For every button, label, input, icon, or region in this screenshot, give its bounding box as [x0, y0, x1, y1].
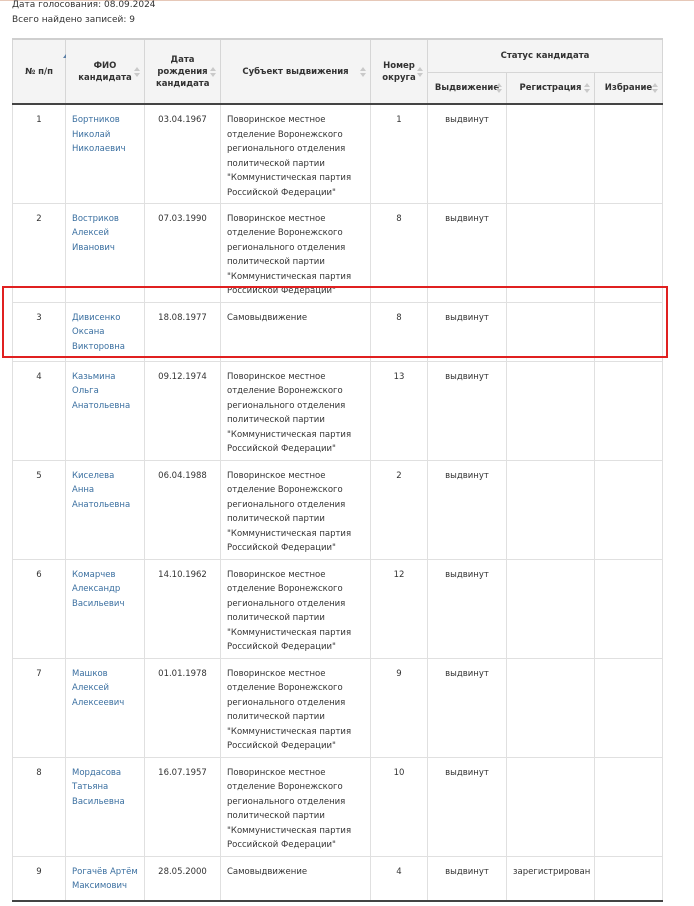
- cell-izbranie: [595, 361, 663, 460]
- cell-fio: [66, 203, 145, 302]
- nominating-subject-line: Поворинское местное: [227, 470, 326, 481]
- district-number: 8: [396, 312, 402, 323]
- nomination-status: выдвинут: [445, 371, 489, 382]
- nominating-subject-line: Поворинское местное: [227, 115, 326, 125]
- candidate-name-part: Максимович: [72, 881, 128, 891]
- nomination-status: выдвинут: [445, 470, 489, 481]
- nominating-subject-line: политической партии: [227, 415, 325, 425]
- row-number: 2: [36, 213, 42, 224]
- cell-izbranie: [595, 757, 663, 856]
- cell-vydvizhenie: [428, 203, 507, 302]
- district-number: 1: [396, 115, 402, 125]
- cell-registratsiya: [507, 460, 595, 559]
- nominating-subject-line: отделение Воронежского: [227, 782, 343, 792]
- district-number: 2: [396, 470, 402, 481]
- cell-vydvizhenie: [428, 361, 507, 460]
- sort-icon: [584, 83, 590, 93]
- birth-date: 09.12.1974: [158, 371, 207, 382]
- cell-registratsiya: [507, 856, 595, 901]
- candidate-name-part: Бортников: [72, 115, 120, 125]
- nominating-subject-line: регионального отделения: [227, 796, 346, 807]
- district-number: 12: [393, 569, 405, 580]
- nominating-subject-line: Российской Федерации": [227, 444, 336, 454]
- cell-subject: [221, 104, 371, 203]
- cell-subject: [221, 658, 371, 757]
- cell-registratsiya: [507, 757, 595, 856]
- nominating-subject-line: отделение Воронежского: [227, 485, 343, 495]
- candidate-name-part: Васильевич: [72, 598, 125, 609]
- nominating-subject-line: политической партии: [227, 811, 325, 821]
- sort-icon: [134, 67, 140, 77]
- col-header-okrug[interactable]: Номер округа: [371, 39, 428, 104]
- candidate-name-part: Оксана: [72, 327, 105, 337]
- nominating-subject-line: "Коммунистическая партия: [227, 528, 352, 539]
- table-row: [13, 302, 663, 361]
- cell-num: [13, 757, 66, 856]
- birth-date: 03.04.1967: [158, 115, 207, 125]
- cell-num: [13, 460, 66, 559]
- nominating-subject-line: Самовыдвижение: [227, 866, 308, 877]
- cell-registratsiya: [507, 104, 595, 203]
- cell-fio: [66, 757, 145, 856]
- cell-okrug: [371, 757, 428, 856]
- sort-icon: [360, 67, 366, 77]
- candidate-name-part: Анатольевна: [72, 400, 131, 411]
- candidate-name-part: Анна: [72, 485, 95, 495]
- cell-subject: [221, 302, 371, 361]
- col-header-izbranie[interactable]: Избрание: [595, 73, 663, 105]
- cell-dob: [145, 757, 221, 856]
- cell-registratsiya: [507, 203, 595, 302]
- records-count: [12, 15, 135, 25]
- voting-date-value: 08.09.2024: [104, 0, 156, 10]
- cell-okrug: [371, 658, 428, 757]
- nominating-subject-line: регионального отделения: [227, 499, 346, 510]
- sort-icon: [417, 67, 423, 77]
- cell-okrug: [371, 203, 428, 302]
- nominating-subject-line: Российской Федерации": [227, 543, 336, 553]
- cell-fio: [66, 361, 145, 460]
- candidate-name-part: Алексеевич: [72, 697, 125, 708]
- sort-icon: [496, 83, 502, 93]
- col-header-status: Статус кандидата: [428, 39, 663, 73]
- row-number: 4: [36, 371, 42, 382]
- cell-okrug: [371, 856, 428, 901]
- cell-izbranie: [595, 856, 663, 901]
- candidate-name-part: Рогачёв Артём: [72, 866, 138, 877]
- nominating-subject-line: Российской Федерации": [227, 741, 336, 751]
- cell-dob: [145, 658, 221, 757]
- nominating-subject-line: отделение Воронежского: [227, 386, 343, 396]
- birth-date: 16.07.1957: [158, 767, 207, 778]
- candidate-name-link[interactable]: [72, 370, 138, 414]
- candidate-name-part: Иванович: [72, 242, 115, 253]
- cell-izbranie: [595, 559, 663, 658]
- cell-num: [13, 203, 66, 302]
- cell-num: [13, 658, 66, 757]
- candidate-name-link[interactable]: [72, 212, 138, 256]
- nominating-subject-line: регионального отделения: [227, 242, 346, 253]
- district-number: 4: [396, 866, 402, 877]
- cell-subject: [221, 856, 371, 901]
- candidate-name-link[interactable]: [72, 568, 138, 612]
- row-number: 9: [36, 866, 42, 877]
- cell-dob: [145, 460, 221, 559]
- candidate-name-part: Васильевна: [72, 796, 125, 807]
- birth-date: 14.10.1962: [158, 569, 207, 580]
- candidate-name-part: Машков: [72, 668, 108, 679]
- nominating-subject-line: Поворинское местное: [227, 767, 326, 778]
- cell-vydvizhenie: [428, 658, 507, 757]
- voting-date: [12, 0, 156, 10]
- cell-okrug: [371, 361, 428, 460]
- nominating-subject-line: отделение Воронежского: [227, 228, 343, 238]
- birth-date: 07.03.1990: [158, 213, 207, 224]
- cell-izbranie: [595, 104, 663, 203]
- birth-date: 01.01.1978: [158, 668, 207, 679]
- nominating-subject-line: Российской Федерации": [227, 187, 336, 198]
- district-number: 8: [396, 213, 402, 224]
- candidate-name-part: Ольга: [72, 386, 99, 396]
- row-number: 8: [36, 767, 42, 778]
- candidate-name-link[interactable]: [72, 667, 138, 711]
- nominating-subject-line: регионального отделения: [227, 598, 346, 609]
- nomination-status: выдвинут: [445, 115, 489, 125]
- col-header-fio[interactable]: ФИО кандидата: [66, 39, 145, 104]
- cell-registratsiya: [507, 302, 595, 361]
- nominating-subject-line: Поворинское местное: [227, 668, 326, 679]
- candidate-name-link[interactable]: [72, 311, 138, 355]
- candidate-name-link[interactable]: [72, 865, 138, 894]
- nominating-subject-line: политической партии: [227, 257, 325, 267]
- cell-dob: [145, 203, 221, 302]
- candidate-name-part: Киселева: [72, 470, 115, 481]
- col-header-vydvizhenie[interactable]: Выдвижение: [428, 73, 507, 105]
- cell-dob: [145, 856, 221, 901]
- candidate-name-part: Татьяна: [72, 782, 109, 792]
- cell-subject: [221, 460, 371, 559]
- cell-fio: [66, 658, 145, 757]
- nominating-subject-line: "Коммунистическая партия: [227, 627, 352, 638]
- records-count-value: 9: [129, 15, 136, 25]
- cell-okrug: [371, 302, 428, 361]
- nominating-subject-line: отделение Воронежского: [227, 129, 343, 140]
- cell-dob: [145, 302, 221, 361]
- candidate-name-part: Николай: [72, 129, 111, 140]
- cell-dob: [145, 104, 221, 203]
- nominating-subject-line: Российской Федерации": [227, 642, 336, 652]
- candidate-name-part: Алексей: [72, 228, 110, 238]
- cell-vydvizhenie: [428, 460, 507, 559]
- table-row: [13, 361, 663, 460]
- cell-fio: [66, 460, 145, 559]
- candidates-table: [12, 38, 663, 902]
- candidate-name-part: Комарчев: [72, 569, 116, 580]
- cell-izbranie: [595, 302, 663, 361]
- cell-registratsiya: [507, 361, 595, 460]
- nominating-subject-line: "Коммунистическая партия: [227, 173, 352, 183]
- cell-okrug: [371, 559, 428, 658]
- registration-status: зарегистрирован: [513, 866, 591, 877]
- cell-fio: [66, 302, 145, 361]
- nominating-subject-line: отделение Воронежского: [227, 683, 343, 693]
- candidate-name-link[interactable]: [72, 469, 138, 513]
- nominating-subject-line: "Коммунистическая партия: [227, 825, 352, 836]
- candidate-name-part: Анатольевна: [72, 499, 131, 510]
- nominating-subject-line: Поворинское местное: [227, 213, 326, 224]
- district-number: 13: [393, 371, 405, 382]
- candidate-name-part: Николаевич: [72, 144, 126, 154]
- cell-okrug: [371, 460, 428, 559]
- candidate-name-part: Казьмина: [72, 371, 116, 382]
- birth-date: 06.04.1988: [158, 470, 207, 481]
- cell-registratsiya: [507, 658, 595, 757]
- candidate-name-part: Дивисенко: [72, 312, 121, 323]
- district-number: 10: [393, 767, 405, 778]
- cell-izbranie: [595, 658, 663, 757]
- nomination-status: выдвинут: [445, 312, 489, 323]
- nominating-subject-line: регионального отделения: [227, 697, 346, 708]
- table-row: [13, 658, 663, 757]
- nomination-status: выдвинут: [445, 767, 489, 778]
- cell-subject: [221, 361, 371, 460]
- cell-fio: [66, 104, 145, 203]
- nomination-status: выдвинут: [445, 569, 489, 580]
- table-row: [13, 460, 663, 559]
- nominating-subject-line: политической партии: [227, 514, 325, 524]
- cell-izbranie: [595, 460, 663, 559]
- records-count-label: Всего найдено записей:: [12, 15, 127, 25]
- cell-fio: [66, 856, 145, 901]
- nominating-subject-line: регионального отделения: [227, 400, 346, 411]
- col-header-registratsiya[interactable]: Регистрация: [507, 73, 595, 105]
- nominating-subject-line: "Коммунистическая партия: [227, 271, 352, 282]
- cell-registratsiya: [507, 559, 595, 658]
- cell-num: [13, 302, 66, 361]
- cell-vydvizhenie: [428, 757, 507, 856]
- candidate-name-part: Востриков: [72, 213, 119, 224]
- sort-icon: [210, 67, 216, 77]
- nomination-status: выдвинут: [445, 213, 489, 224]
- candidate-name-link[interactable]: [72, 766, 138, 810]
- cell-dob: [145, 361, 221, 460]
- col-header-dob[interactable]: Дата рождения кандидата: [145, 39, 221, 104]
- cell-fio: [66, 559, 145, 658]
- cell-num: [13, 361, 66, 460]
- row-number: 1: [36, 115, 42, 125]
- cell-num: [13, 856, 66, 901]
- nominating-subject-line: политической партии: [227, 158, 325, 169]
- row-number: 7: [36, 668, 42, 679]
- cell-subject: [221, 559, 371, 658]
- cell-subject: [221, 757, 371, 856]
- nominating-subject-line: Поворинское местное: [227, 371, 326, 382]
- cell-num: [13, 559, 66, 658]
- voting-date-label: Дата голосования:: [12, 0, 102, 10]
- cell-izbranie: [595, 203, 663, 302]
- nominating-subject-line: политической партии: [227, 613, 325, 623]
- nominating-subject-line: Поворинское местное: [227, 569, 326, 580]
- cell-vydvizhenie: [428, 559, 507, 658]
- sort-icon: [652, 83, 658, 93]
- candidate-name-part: Алексей: [72, 683, 110, 693]
- row-number: 3: [36, 312, 42, 323]
- candidate-name-part: Мордасова: [72, 767, 122, 778]
- table-row: [13, 203, 663, 302]
- nominating-subject-line: "Коммунистическая партия: [227, 429, 352, 440]
- table-row: [13, 757, 663, 856]
- cell-okrug: [371, 104, 428, 203]
- cell-vydvizhenie: [428, 104, 507, 203]
- nominating-subject-line: Российской Федерации": [227, 840, 336, 850]
- cell-subject: [221, 203, 371, 302]
- birth-date: 28.05.2000: [158, 866, 207, 877]
- candidate-name-part: Александр: [72, 584, 121, 594]
- nominating-subject-line: отделение Воронежского: [227, 584, 343, 594]
- nominating-subject-line: политической партии: [227, 712, 325, 722]
- table-row: [13, 104, 663, 203]
- nominating-subject-line: регионального отделения: [227, 144, 346, 154]
- col-header-num[interactable]: № п/п: [13, 39, 66, 104]
- cell-num: [13, 104, 66, 203]
- nominating-subject-line: "Коммунистическая партия: [227, 726, 352, 737]
- cell-dob: [145, 559, 221, 658]
- row-number: 5: [36, 470, 42, 481]
- cell-vydvizhenie: [428, 302, 507, 361]
- nominating-subject-line: Самовыдвижение: [227, 312, 308, 323]
- col-header-subject[interactable]: Субъект выдвижения: [221, 39, 371, 104]
- candidate-name-part: Викторовна: [72, 341, 126, 352]
- row-number: 6: [36, 569, 42, 580]
- cell-vydvizhenie: [428, 856, 507, 901]
- candidate-name-link[interactable]: [72, 113, 138, 157]
- nomination-status: выдвинут: [445, 668, 489, 679]
- nomination-status: выдвинут: [445, 866, 489, 877]
- table-row: [13, 856, 663, 901]
- district-number: 9: [396, 668, 402, 679]
- table-row: [13, 559, 663, 658]
- nominating-subject-line: Российской Федерации": [227, 286, 336, 296]
- birth-date: 18.08.1977: [158, 312, 207, 323]
